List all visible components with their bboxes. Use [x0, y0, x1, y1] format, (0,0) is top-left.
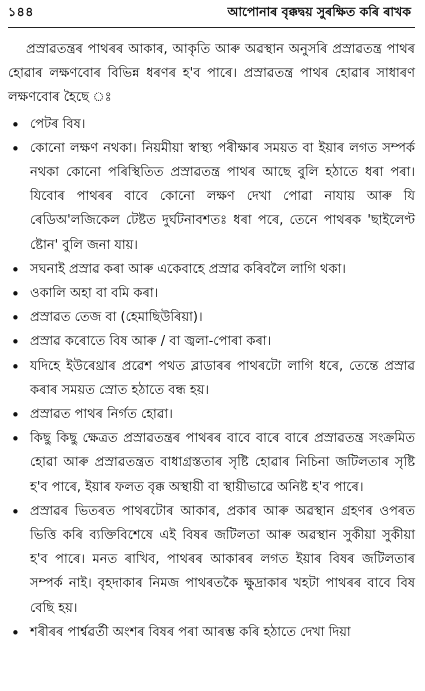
list-item: • প্ৰস্ৰাৱত তেজ বা (হেমাছিউৰিয়া)।: [8, 306, 415, 330]
symptom-list: [8, 113, 415, 645]
list-item: • প্ৰস্ৰাৱত পাথৰ নিৰ্গত হোৱা।: [8, 403, 415, 427]
page-header: [8, 6, 415, 28]
list-item: • পেটৰ বিষ।: [8, 113, 415, 137]
list-item: • প্ৰস্ৰাৱৰ ভিতৰত পাথৰটোৰ আকাৰ, প্ৰকাৰ আৰু অৱস্থান গ্ৰহণৰ ওপৰত ভিত্তি কৰি ব্যক্তিবিশেষে এই বিষৰ জটিলতা আৰু অৱস্থান সুকীয়া সুকীয়া হ'ব পাৰে। মনত ৰাখিব, পাথৰৰ আকাৰৰ লগত ইয়াৰ বিষৰ জটিলতাৰ সম্পৰ্ক নাই। বৃহদাকাৰ নিমজ পাথৰতকৈ ক্ষুদ্ৰাকাৰ খহটা পাথৰৰ বাবে বিষ বেছি হয়।: [8, 500, 415, 621]
list-item: • সঘনাই প্ৰস্ৰাৱ কৰা আৰু একেবাহে প্ৰস্ৰাৱ কৰিবলৈ লাগি থকা।: [8, 258, 415, 282]
list-item: • ওকালি অহা বা বমি কৰা।: [8, 282, 415, 306]
list-item: • প্ৰস্ৰাৱ কৰোতে বিষ আৰু / বা জ্বলা-পোৰা কৰা।: [8, 330, 415, 354]
list-item: • যদিহে ইউৰেথ্ৰাৰ প্ৰৱেশ পথত ব্লাডাৰৰ পাথৰটো লাগি ধৰে, তেন্তে প্ৰস্ৰাৱ কৰাৰ সময়ত স্ৰোত হঠাতে বন্ধ হয়।: [8, 355, 415, 403]
list-item: • কিছু কিছু ক্ষেত্ৰত প্ৰস্ৰাৱতন্ত্ৰৰ পাথৰৰ বাবে বাৰে বাৰে প্ৰস্ৰাৱতন্ত্ৰ সংক্ৰমিত হোৱা আৰু প্ৰস্ৰাৱতন্ত্ৰত বাধাগ্ৰস্ততাৰ সৃষ্টি হোৱাৰ নিচিনা জটিলতাৰ সৃষ্টি হ'ব পাৰে, ইয়াৰ ফলত বৃক্ক অস্থায়ী বা স্থায়ীভাৱে অনিষ্ট হ'ব পাৰে।: [8, 427, 415, 500]
running-title: আপোনাৰ বৃক্কদ্বয় সুৰক্ষিত কৰি ৰাখক: [227, 4, 411, 19]
list-item: • শৰীৰৰ পাৰ্শ্বৱৰ্তী অংশৰ বিষৰ পৰা আৰম্ভ কৰি হঠাতে দেখা দিয়া: [8, 621, 415, 645]
page-number: ১৪৪: [8, 4, 34, 19]
intro-paragraph: প্ৰস্ৰাৱতন্ত্ৰৰ পাথৰৰ আকাৰ, আকৃতি আৰু অৱস্থান অনুসৰি প্ৰস্ৰাৱতন্ত্ৰ পাথৰ হোৱাৰ লক্ষণবোৰ বিভিন্ন ধৰণৰ হ'ব পাৰে। প্ৰস্ৰাৱতন্ত্ৰ পাথৰ হোৱাৰ সাধাৰণ লক্ষণবোৰ হৈছে ঃ: [8, 42, 415, 106]
list-item: • কোনো লক্ষণ নথকা। নিয়মীয়া স্বাস্থ্য পৰীক্ষাৰ সময়ত বা ইয়াৰ লগত সম্পৰ্ক নথকা কোনো পৰিস্থিতিত প্ৰস্ৰাৱতন্ত্ৰ পাথৰ আছে বুলি হঠাতে ধৰা পৰা। যিবোৰ পাথৰৰ বাবে কোনো লক্ষণ দেখা পোৱা নাযায় আৰু যি ৰেডিঅ'লজিকেল টেষ্টত দুৰ্ঘটনাবশতঃ ধৰা পৰে, তেনে পাথৰক 'ছাইলেণ্ট ষ্টোন' বুলি জনা যায়।: [8, 137, 415, 258]
page-body: [8, 38, 415, 645]
